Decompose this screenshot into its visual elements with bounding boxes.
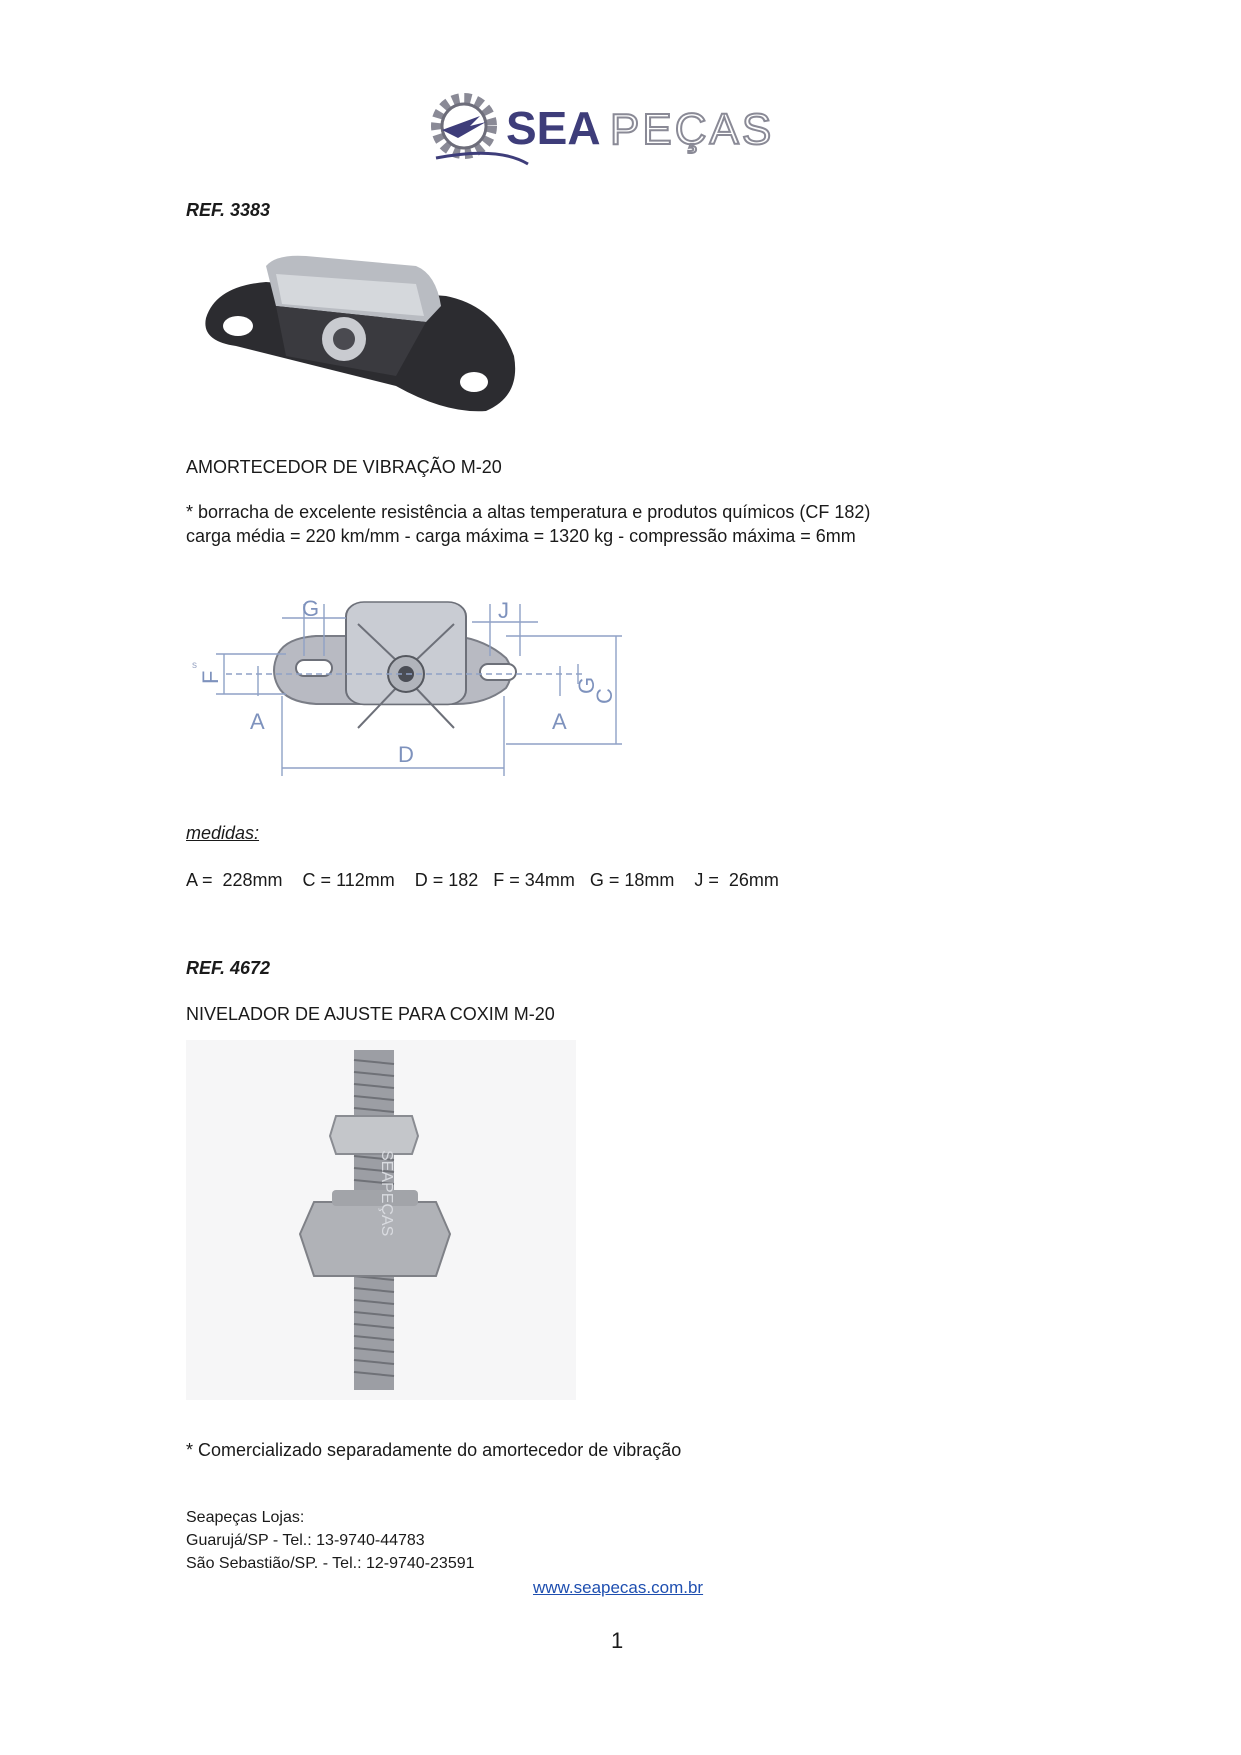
store-guaruja: Guarujá/SP - Tel.: 13-9740-44783 <box>186 1532 425 1549</box>
product1-desc-line2: carga média = 220 km/mm - carga máxima = 1320 kg - compressão máxima = 6mm <box>186 526 856 546</box>
measures-heading: medidas: <box>186 823 260 843</box>
product1-title: AMORTECEDOR DE VIBRAÇÃO M-20 <box>186 457 502 477</box>
slot-left <box>223 316 253 336</box>
product2-photo <box>186 1040 576 1400</box>
product2-ref: REF. 4672 <box>186 958 271 978</box>
svg-text:C: C <box>592 688 617 704</box>
website-link[interactable]: www.seapecas.com.br <box>533 1578 704 1597</box>
measures-values: A = 228mm C = 112mm D = 182 F = 34mm G = 18mm J = 26mm <box>186 870 779 890</box>
product2-watermark: SEAPEÇAS <box>378 1150 395 1237</box>
stores-title: Seapeças Lojas: <box>186 1509 305 1526</box>
svg-text:G: G <box>302 596 320 621</box>
store-sao-sebastiao: São Sebastião/SP. - Tel.: 12-9740-23591 <box>186 1555 475 1572</box>
product2-title: NIVELADOR DE AJUSTE PARA COXIM M-20 <box>186 1004 555 1024</box>
svg-text:s: s <box>192 660 197 671</box>
svg-text:F: F <box>198 670 223 684</box>
product2-note: * Comercializado separadamente do amortecedor de vibração <box>186 1440 682 1460</box>
svg-text:J: J <box>498 598 509 623</box>
logo-text-pecas: PEÇAS <box>610 105 775 154</box>
svg-text:D: D <box>398 742 414 767</box>
dimension-diagram <box>186 596 626 786</box>
product1-desc-line1: * borracha de excelente resistência a altas temperatura e produtos químicos (CF 182) <box>186 502 871 522</box>
page-number: 1 <box>611 1628 624 1653</box>
company-logo <box>428 86 828 170</box>
svg-text:A: A <box>250 709 265 734</box>
product1-ref: REF. 3383 <box>186 200 271 220</box>
logo-graphic <box>428 86 828 170</box>
svg-text:G: G <box>574 676 599 694</box>
diagram-slot-right <box>480 664 516 680</box>
logo-text-sea: SEA <box>506 102 601 154</box>
slot-right <box>460 372 488 392</box>
product1-photo <box>196 246 526 421</box>
svg-text:A: A <box>552 709 567 734</box>
